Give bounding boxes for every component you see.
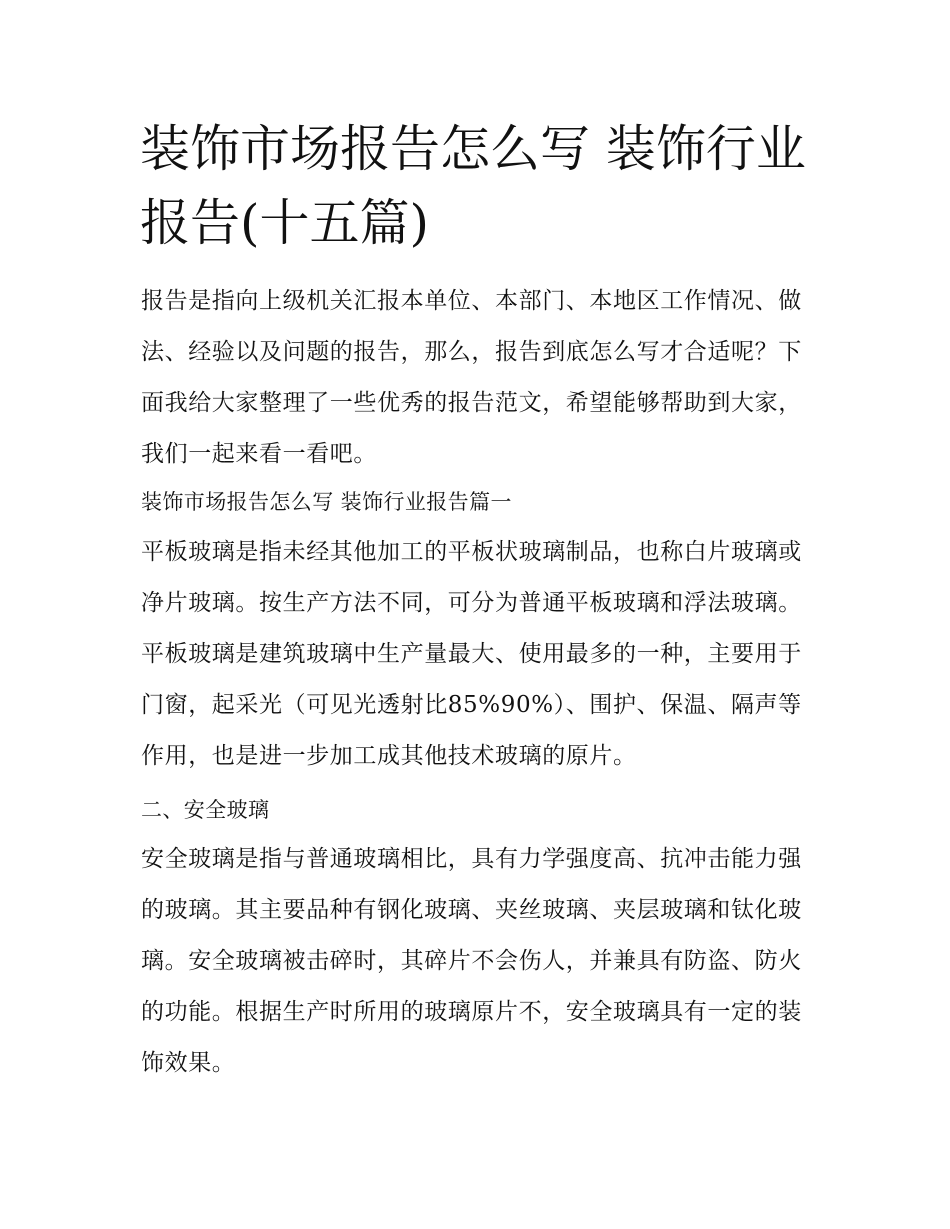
section-2-heading: 二、安全玻璃 bbox=[141, 798, 270, 822]
section-1-heading: 装饰市场报告怎么写 装饰行业报告篇一 bbox=[141, 490, 512, 514]
section-2-paragraph: 安全玻璃是指与普通玻璃相比，具有力学强度高、抗冲击能力强的玻璃。其主要品种有钢化玻璃、夹丝玻璃、夹层玻璃和钛化玻璃。安全玻璃被击碎时，其碎片不会伤人，并兼具有防盗、防火的功能。根据生产时所用的玻璃原片不，安全玻璃具有一定的装饰效果。 bbox=[141, 846, 802, 1076]
document-title: 装饰市场报告怎么写 装饰行业报告(十五篇) bbox=[140, 120, 806, 252]
section-1-paragraph: 平板玻璃是指未经其他加工的平板状玻璃制品，也称白片玻璃或净片玻璃。按生产方法不同，可分为普通平板玻璃和浮法玻璃。平板玻璃是建筑玻璃中生产量最大、使用最多的一种，主要用于门窗，起采光（可见光透射比85%90%）、围护、保温、隔声等作用，也是进一步加工成其他技术玻璃的原片。 bbox=[141, 539, 802, 769]
intro-paragraph: 报告是指向上级机关汇报本单位、本部门、本地区工作情况、做法、经验以及问题的报告，那么，报告到底怎么写才合适呢？下面我给大家整理了一些优秀的报告范文，希望能够帮助到大家，我们一起来看一看吧。 bbox=[141, 288, 802, 467]
